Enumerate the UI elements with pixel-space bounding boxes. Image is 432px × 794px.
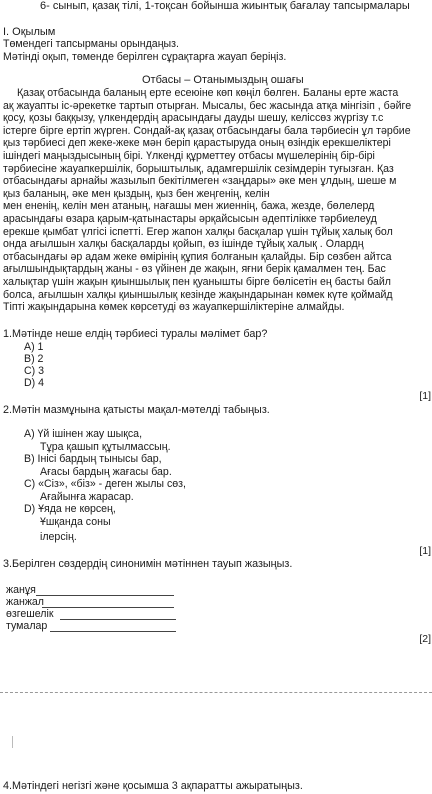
answer-option-line: Тұра қашып құтылмассың. xyxy=(40,441,171,453)
paragraph-line: отбасындағы арнайы жазылып бекітілмеген «заңдары» әке мен ұлдың, шеше м xyxy=(3,175,397,188)
paragraph-line: қыз тәрбиесі деп жеке-жеке мән беріп қарастыруда оның өзіндік ерекшеліктері xyxy=(3,137,391,150)
section-divider xyxy=(0,692,432,693)
paragraph-line: ақ жауапты іс-әрекетке тартып отырған. Мысалы, бес жасында атқа мінгізіп , бәйге xyxy=(3,99,412,112)
answer-option-line: Ағайынға жарасар. xyxy=(40,491,134,503)
paragraph-line: тәрбиесіне жауапкершілік, борыштылық, адамгершілік сезімдерін туғызған. Қаз xyxy=(3,162,394,175)
score-mark: [1] xyxy=(419,390,431,402)
answer-option[interactable]: D) 4 xyxy=(24,377,45,389)
answer-line[interactable] xyxy=(60,619,176,620)
synonym-word: тумалар xyxy=(6,620,48,632)
paragraph-line: ішіндегі маңыздысының бірі. Үлкенді құрметтеу отбасы мүшелерінің бір-бірі xyxy=(3,149,375,162)
paragraph-line: Қазақ отбасында баланың ерте есеюіне көп көңіл бөлген. Баланы ерте жаста xyxy=(17,87,399,99)
score-mark: [2] xyxy=(419,633,431,645)
answer-option-line: ілерсің. xyxy=(40,531,77,543)
reading-paragraph xyxy=(3,87,432,314)
paragraph-line: Тіпті жақындарына көмек көрсетуді өз жауапкершіліктеріне алмайды. xyxy=(3,301,345,314)
answer-option[interactable]: A) 1 xyxy=(24,341,44,353)
text-title: Отбасы – Отанымыздың ошағы xyxy=(142,74,304,86)
question-3: 3.Берілген сөздердің синонимін мәтіннен тауып жазыңыз. xyxy=(3,558,293,570)
question-4: 4.Мәтіндегі негізгі және қосымша 3 ақпаратты ажыратыңыз. xyxy=(3,780,303,792)
worksheet-header: 6- сынып, қазақ тілі, 1-тоқсан бойынша жиынтық бағалау тапсырмалары xyxy=(40,0,410,12)
answer-line[interactable] xyxy=(50,631,176,632)
answer-option[interactable]: D) Ұяда не көрсең, xyxy=(24,503,116,515)
answer-option[interactable]: C) «Сіз», «біз» - деген жылы сөз, xyxy=(24,478,186,490)
instruction-line: Мәтінді оқып, төменде берілген сұрақтарға жауап беріңіз. xyxy=(3,51,287,63)
question-1: 1.Мәтінде неше елдің тәрбиесі туралы мәлімет бар? xyxy=(3,328,268,340)
answer-option-line: Ұшқанда соны xyxy=(40,516,111,528)
paragraph-line: мен ененің, келін мен атаның, нағашы мен жиеннің, бажа, жезде, бөлелерд xyxy=(3,200,375,213)
paragraph-line: отбасындағы әр адам жеке өмірінің құпия болғанын қалайды. Бір сөзбен айтса xyxy=(3,250,392,263)
paragraph-line: қосу, қозы баққызу, үлкендердің арасындағы дауды шешу, келіссөз жүргізу т.с xyxy=(3,112,384,125)
paragraph-line: қыз баланың, әке мен қыздың, қыз бен жеңгенің, келін xyxy=(3,187,270,200)
question-2: 2.Мәтін мазмұнына қатысты мақал-мәтелді табыңыз. xyxy=(3,404,270,416)
paragraph-line: ерекше қымбат үлгісі іспетті. Егер жапон халқы басқалар үшін тұйық халық бол xyxy=(3,225,393,238)
score-mark: [1] xyxy=(419,545,431,557)
paragraph-line: ағылшындықтардың жаны - өз үйінен де жақын, яғни берік қамалмен тең. Бас xyxy=(3,263,386,276)
paragraph-line: онда ағылшын халқы басқаларды қойып, өз ішінде тұйық халық . Олардң xyxy=(3,238,364,251)
paragraph-line: арасындағы өзара қарым-қатынастары әрқайсысын әдептілікке тәрбиелеуд xyxy=(3,212,377,225)
paragraph-line: істерге бірге ертіп жүрген. Сондай-ақ қазақ отбасындағы бала тәрбиесін ұл тәрбие xyxy=(3,124,411,137)
answer-option[interactable]: B) Інісі бардың тынысы бар, xyxy=(24,453,162,465)
scan-mark xyxy=(12,736,13,748)
answer-option[interactable]: A) Үй ішінен жау шықса, xyxy=(24,428,143,440)
answer-line[interactable] xyxy=(42,607,174,608)
section-title: I. Оқылым xyxy=(3,26,56,38)
synonym-word: жанұя xyxy=(6,584,36,596)
instruction-line: Төмендегі тапсырманы орындаңыз. xyxy=(3,38,179,50)
paragraph-line: болса, ағылшын халқы қиыншылық кезінде жақындарынан көмек күте қоймайд xyxy=(3,288,393,301)
answer-option[interactable]: B) 2 xyxy=(24,353,44,365)
paragraph-line: халықтар үшін жақын қиыншылық пен қуанышты бірге бөлісетін ең басты байл xyxy=(3,275,391,288)
answer-line[interactable] xyxy=(36,595,174,596)
answer-option-line: Ағасы бардың жағасы бар. xyxy=(40,466,172,478)
synonym-word: өзгешелік xyxy=(6,608,54,620)
synonym-word: жанжал xyxy=(6,596,44,608)
answer-option[interactable]: C) 3 xyxy=(24,365,45,377)
